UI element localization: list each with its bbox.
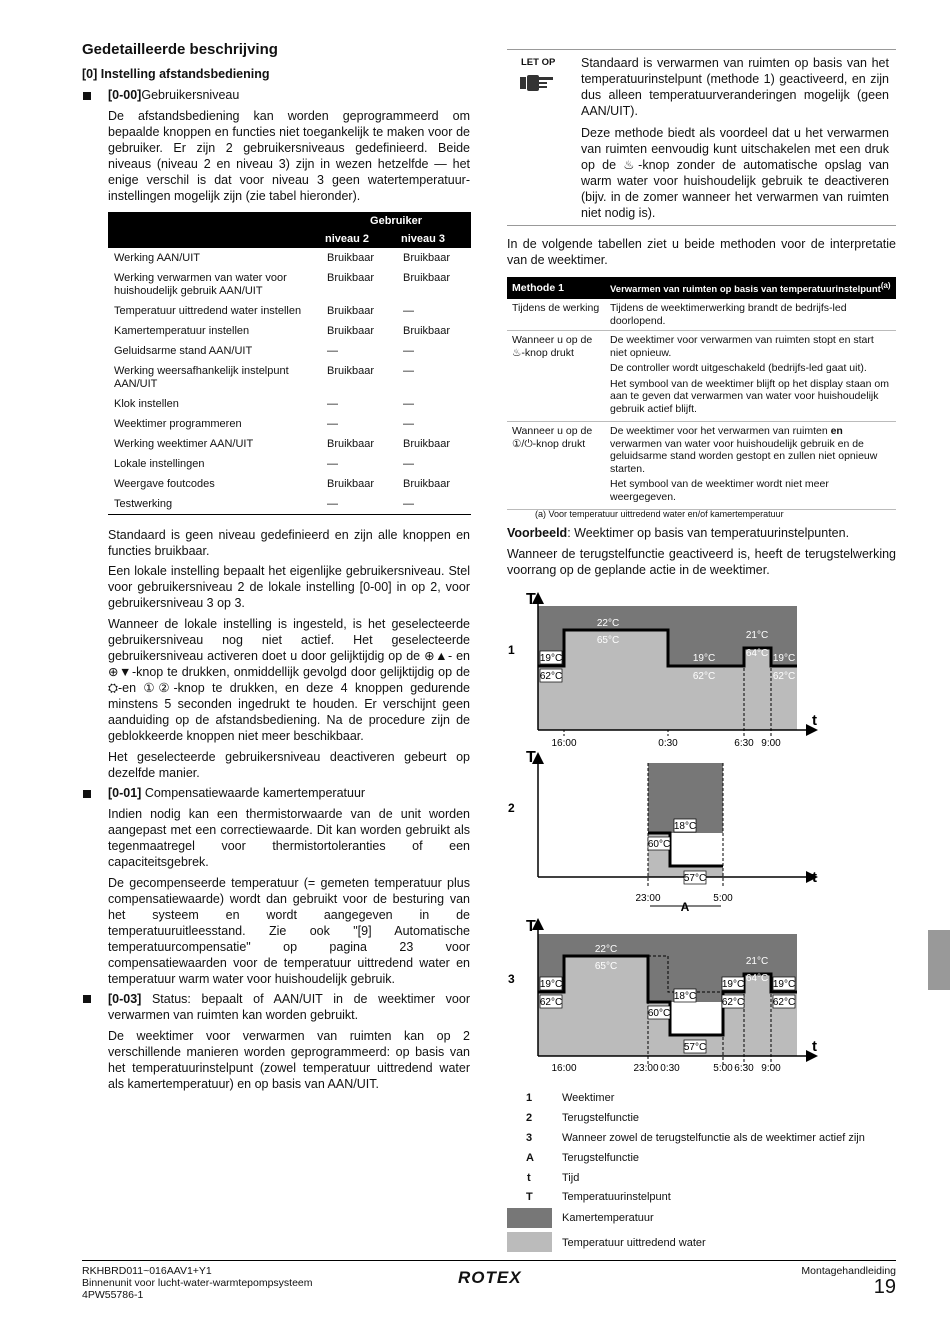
- legend-item: 1 Weektimer: [526, 1092, 615, 1104]
- table-col-header: niveau 2: [321, 230, 397, 248]
- temperature-label: 62°C: [772, 671, 796, 682]
- temperature-label: 65°C: [594, 961, 618, 972]
- reset-function-label: A: [680, 900, 690, 914]
- legend-swatch-light: [507, 1232, 552, 1252]
- temperature-label: 60°C: [647, 1008, 671, 1019]
- diagram-number: 3: [508, 972, 515, 986]
- temperature-label: 19°C: [692, 653, 716, 664]
- section-tab-marker: [928, 930, 950, 990]
- temperature-label: 19°C: [539, 979, 563, 990]
- divider: [507, 49, 896, 50]
- table-row: Wanneer u op de ♨-knop drukt De weektimer voor verwarmen van ruimten stopt en start niet opnieuw. De controller wordt uitgeschakeld (bedrijfs-led gaat uit). Het symbool van de weektimer blijft op het display staan om aan te geven dat verwarmen van water voor huishoudelijk gebruik actief blijft.: [507, 331, 896, 422]
- footnote: (a) Voor temperatuur uittredend water en/of kamertemperatuur: [535, 509, 784, 519]
- temperature-label: 62°C: [539, 671, 563, 682]
- temperature-label: 57°C: [683, 873, 707, 884]
- section-heading: Gedetailleerde beschrijving: [82, 41, 278, 58]
- legend-label: Kamertemperatuur: [562, 1212, 654, 1224]
- paragraph: Een lokale instelling bepaalt het eigenlijke gebruikersniveau. Stel voor gebruikersniveau 2 de lokale instelling [0-00] in op 2, voor gebruikersniveau 3 op 3.: [108, 564, 470, 610]
- example-line: Voorbeeld: Weektimer op basis van temperatuurinstelpunten.: [507, 526, 850, 540]
- temperature-label: 19°C: [772, 653, 796, 664]
- bullet-icon: [83, 995, 91, 1003]
- time-label: 16:00: [551, 1063, 577, 1074]
- legend-item: t Tijd: [527, 1172, 580, 1184]
- diagram-legend: [507, 1092, 896, 1262]
- legend-item: 3 Wanneer zowel de terugstelfunctie als de weektimer actief zijn: [526, 1132, 865, 1144]
- table-row: Wanneer u op de ①/⏻-knop drukt De weektimer voor het verwarmen van ruimten en verwarmen van water voor huishoudelijk gebruik en de geluidsarme stand worden gestopt en zullen niet opnieuw starten. Het symbool van de weektimer wordt niet meer weergegeven.: [507, 422, 896, 510]
- temperature-label: 65°C: [596, 635, 620, 646]
- diagram-number: 2: [508, 801, 515, 815]
- note-paragraph: Standaard is verwarmen van ruimten op basis van het temperatuurinstelpunt (methode 1) geactiveerd, en zijn dus alleen temperatuurveranderingen mogelijk (geen AAN/UIT).: [581, 56, 889, 118]
- bullet-icon: [83, 92, 91, 100]
- temperature-label: 62°C: [772, 997, 796, 1008]
- temperature-label: 62°C: [539, 997, 563, 1008]
- diagram-1: [508, 591, 817, 749]
- time-label: 5:00: [713, 893, 733, 904]
- footer-left: RKHBRD011~016AAV1+Y1 Binnenunit voor lucht-water-warmtepompsysteem 4PW55786-1: [82, 1265, 313, 1301]
- temperature-label: 21°C: [745, 630, 769, 641]
- note-paragraph: Deze methode biedt als voordeel dat u het verwarmen van ruimten eenvoudig kunt uitschakelen met een druk op de ♨-knop zonder de automatische opslag van warm water voor huishoudelijk gebruik te deactiveren (bijv. in de zomer wanneer het verwarmen van ruimten niet nodig is).: [581, 126, 889, 220]
- temperature-label: 62°C: [721, 997, 745, 1008]
- time-label: 6:30: [734, 738, 754, 749]
- paragraph: Wanneer de terugstelfunctie geactiveerd is, heeft de terugstelwerking voorrang op de geplande actie in de weektimer.: [507, 547, 896, 577]
- time-label: 0:30: [660, 1063, 680, 1074]
- axis-t-label: t: [812, 712, 817, 729]
- paragraph: De afstandsbediening kan worden geprogrammeerd om bepaalde knoppen en functies niet toegankelijk te maken voor de gebruiker. Er zijn 2 gebruikersniveaus gedefinieerd. Beide niveaus (niveau 2 en niveau 3) zijn in wezen hetzelfde — het enige verschil is dat voor niveau 3 geen watertemperatuur-instellingen mogelijk zijn (zie tabel hieronder).: [108, 109, 470, 203]
- paragraph: Indien nodig kan een thermistorwaarde van de unit worden aangepast met een correctiewaarde. Dit kan worden gebruikt als tegenmaatregel voor thermistortoleranties of een capaciteitsgebrek.: [108, 807, 470, 869]
- temperature-label: 64°C: [745, 648, 769, 659]
- diagram-number: 1: [508, 643, 515, 657]
- paragraph: Het geselecteerde gebruikersniveau deactiveren gebeurt op dezelfde manier.: [108, 750, 470, 780]
- temperature-label: 19°C: [721, 979, 745, 990]
- table-row: Werking verwarmen van water voor huishoudelijk gebruik AAN/UIT Bruikbaar Bruikbaar: [114, 272, 451, 297]
- axis-T-label: T: [526, 749, 536, 766]
- temperature-label: 62°C: [692, 671, 716, 682]
- temperature-label: 60°C: [647, 839, 671, 850]
- legend-item: T Temperatuurinstelpunt: [526, 1191, 671, 1203]
- item-0-03-title: [0-03] Status: bepaalt of AAN/UIT in de weektimer voor verwarmen van ruimten kan worden gebruikt.: [108, 992, 470, 1022]
- item-0-00-title: [0-00]Gebruikersniveau: [108, 88, 240, 102]
- subsection-heading: [0] Instelling afstandsbediening: [82, 67, 270, 81]
- item-0-01-title: [0-01] Compensatiewaarde kamertemperatuur: [108, 786, 366, 800]
- axis-t-label: t: [812, 1038, 817, 1055]
- diagram-3: [508, 918, 817, 1074]
- temperature-label: 18°C: [673, 821, 697, 832]
- table-row: Werking weersafhankelijk instelpunt AAN/UIT Bruikbaar —: [114, 365, 414, 390]
- table-col-header: niveau 3: [397, 230, 471, 248]
- temperature-label: 22°C: [594, 944, 618, 955]
- note-label: LET OP: [521, 57, 556, 68]
- diagram-2: [508, 749, 817, 914]
- pointing-hand-icon: [519, 72, 555, 94]
- paragraph: Wanneer de lokale instelling is ingesteld, is het geselecteerde gebruikersniveau nog niet actief. Het geselecteerde gebruikersniveau activeren doet u door gelijktijdig op de ⊕▲- en ⊕▼-knop te drukken, onmiddellijk gevolgd door gelijktijdig op de ⛭-en ①②-knop te drukken, en deze 4 knoppen gedurende minstens 5 seconden ingedrukt te houden. Er verschijnt geen aanduiding op de afstandsbediening. Na de procedure zijn de geblokkeerde knoppen niet meer beschikbaar.: [108, 617, 470, 743]
- time-label: 9:00: [761, 738, 781, 749]
- temperature-label: 21°C: [745, 956, 769, 967]
- bullet-icon: [83, 790, 91, 798]
- legend-item: A Terugstelfunctie: [526, 1152, 640, 1164]
- table-row: Weergave foutcodes Bruikbaar Bruikbaar: [114, 478, 451, 490]
- paragraph: De weektimer voor verwarmen van ruimten kan op 2 verschillende manieren worden geprogrammeerd: op basis van het temperatuurinstelpunt (zowel temperatuur uittredend water als kamertemperatuur) en op basis van AAN/UIT.: [108, 1029, 470, 1091]
- time-label: 5:00: [713, 1063, 733, 1074]
- footer-divider: [82, 1260, 896, 1261]
- table-row: Geluidsarme stand AAN/UIT — —: [114, 345, 414, 357]
- temperature-label: 19°C: [772, 979, 796, 990]
- paragraph: In de volgende tabellen ziet u beide methoden voor de interpretatie van de weektimer.: [507, 237, 896, 267]
- time-label: 16:00: [551, 738, 577, 749]
- table-row: Klok instellen — —: [114, 398, 414, 410]
- axis-T-label: T: [526, 591, 536, 608]
- table-row: Werking AAN/UIT Bruikbaar Bruikbaar: [114, 252, 451, 264]
- time-label: 23:00: [633, 1063, 659, 1074]
- legend-item: 2 Terugstelfunctie: [526, 1112, 640, 1124]
- axis-t-label: t: [812, 869, 817, 886]
- table-row: Werking weektimer AAN/UIT Bruikbaar Bruikbaar: [114, 438, 451, 450]
- table-row: Lokale instellingen — —: [114, 458, 414, 470]
- table-header: Verwarmen van ruimten op basis van temperatuurinstelpunt$^{(a)}$: [605, 277, 896, 299]
- divider: [507, 225, 896, 226]
- legend-label: Temperatuur uittredend water: [562, 1237, 706, 1249]
- legend-swatch-dark: [507, 1208, 552, 1228]
- temperature-label: 64°C: [745, 973, 769, 984]
- table-group-header: Gebruiker: [321, 212, 471, 230]
- paragraph: De gecompenseerde temperatuur (= gemeten temperatuur plus compensatiewaarde) wordt dan gebruikt voor de besturing van het systeem en wordt aangegeven in de temperatuuruitleesstand. Zie ook "[9] Automatische temperatuurcompensatie" op pagina 23 voor compensatiewaarden voor de temperatuur uittredend water en temperatuur warm water voor huishoudelijk gebruik.: [108, 876, 470, 986]
- method-table: [507, 277, 896, 510]
- temperature-label: 19°C: [539, 653, 563, 664]
- time-label: 6:30: [734, 1063, 754, 1074]
- paragraph: Standaard is geen niveau gedefinieerd en zijn alle knoppen en functies bruikbaar.: [108, 528, 470, 558]
- temperature-label: 18°C: [673, 991, 697, 1002]
- weektimer-diagram: [500, 588, 840, 1078]
- user-level-table: [108, 212, 471, 515]
- rotex-logo: ROTEX: [458, 1268, 522, 1287]
- axis-T-label: T: [526, 918, 536, 935]
- time-label: 23:00: [635, 893, 661, 904]
- time-label: 9:00: [761, 1063, 781, 1074]
- table-row: Temperatuur uittredend water instellen Bruikbaar —: [114, 305, 414, 317]
- page-number: 19: [873, 1276, 896, 1298]
- table-row: Tijdens de werking Tijdens de weektimerwerking brandt de bedrijfs-led doorlopend.: [507, 299, 896, 331]
- table-row: Kamertemperatuur instellen Bruikbaar Bruikbaar: [114, 325, 451, 337]
- time-label: 0:30: [658, 738, 678, 749]
- temperature-label: 22°C: [596, 618, 620, 629]
- table-row: Testwerking — —: [108, 494, 471, 515]
- table-header: Methode 1: [507, 277, 605, 299]
- table-row: Weektimer programmeren — —: [114, 418, 414, 430]
- temperature-label: 57°C: [683, 1042, 707, 1053]
- footer-manual-title: Montagehandleiding: [801, 1265, 896, 1277]
